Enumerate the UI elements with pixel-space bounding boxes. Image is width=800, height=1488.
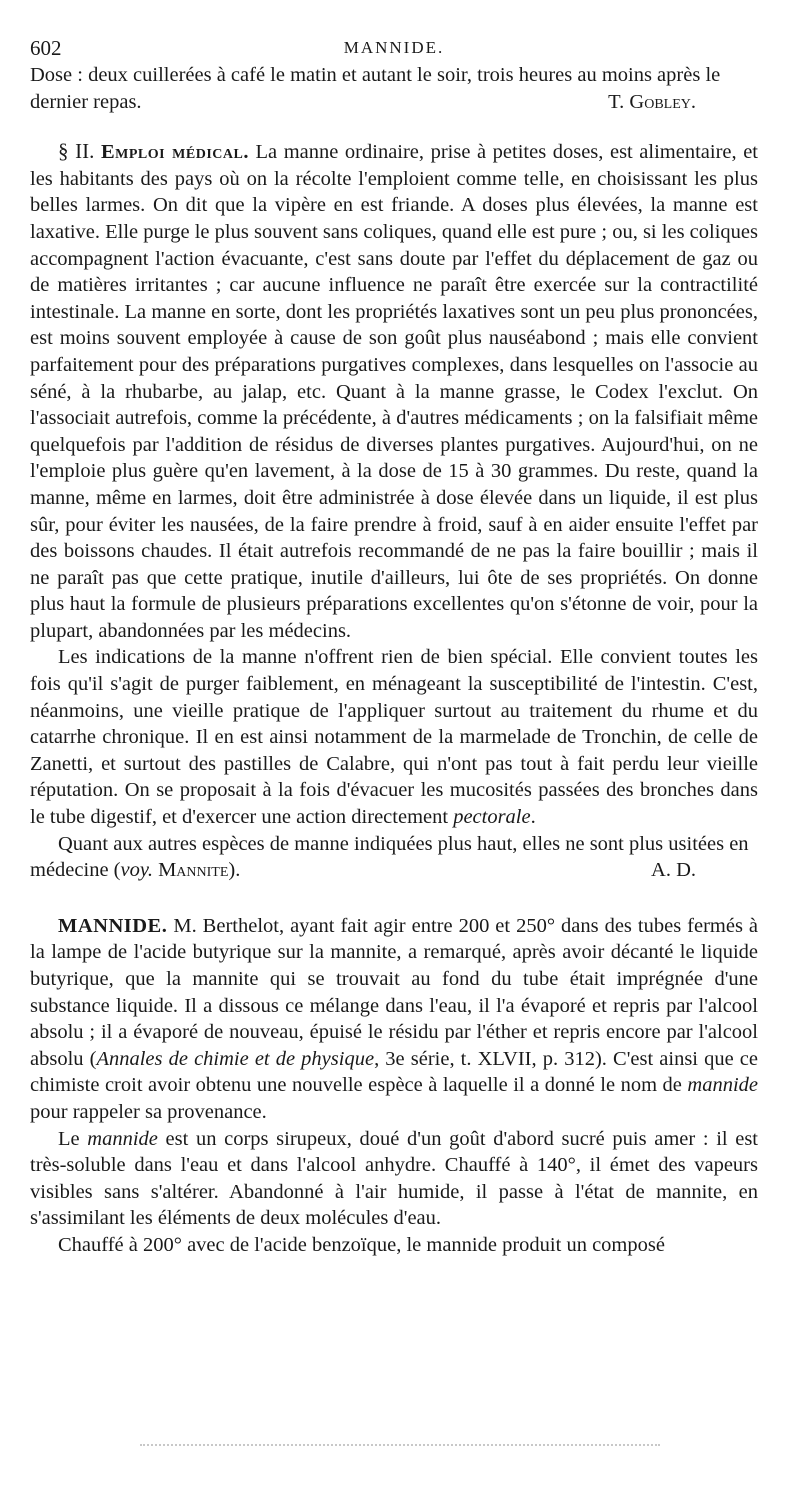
emploi-text-1: La manne ordinaire, prise à petites doses, est alimentaire, et les habitants des pays où on la récolte l'emploient comme telle, en choisissant les plus belles larmes. On dit que la vipère en est friande. A doses plus élevées, la manne est laxative. Elle purge le plus souvent sans coliques, quand elle est pure ; ou, si les coliques accompagnent l'action évacuante, c'est sans doute par l'effet du déplacement de gaz ou de matières irritantes ; car aucune influence ne paraît être exercée sur la contractilité intestinale. La manne en sorte, dont les propriétés laxatives sont un peu plus prononcées, est moins souvent employée à cause de son goût plus nauséabond ; mais elle convient parfaitement pour des préparations purgatives complexes, dans lesquelles on l'associe au séné, à la rhubarbe, au jalap, etc. Quant à la manne grasse, le Codex l'exclut. On l'associait autrefois, comme la précédente, à d'autres médicaments ; on la falsifiait même quelquefois par l'addition de résidus de diverses plantes purgatives. Aujourd'hui, on ne l'emploie plus guère qu'en lavement, à la dose de 15 à 30 grammes. Du reste, quand la manne, même en larmes, doit être administrée à dose élevée dans un liquide, il est plus sûr, pour éviter les nausées, de la faire prendre à froid, sauf à en aider ensuite l'effet par des boissons chaudes. Il était autrefois recommandé de ne pas la faire bouillir ; mais il ne paraît pas que cette pratique, inutile d'ailleurs, lui ôte de ses propriétés. On donne plus haut la formule de plusieurs préparations excellentes qu'on s'étonne de voir, pour la plupart, abandonnées par les médecins. [30, 141, 758, 642]
emploi-paragraph-3 [30, 831, 758, 884]
dose-text: Dose : deux cuillerées à café le matin et autant le soir, trois heures au moins après le dernier repas. [30, 64, 721, 113]
emploi-paragraph-2: Les indications de la manne n'offrent rien de bien spécial. Elle convient toutes les fois qu'il s'agit de purger faiblement, en ménageant la susceptibilité de l'intestin. C'est, néanmoins, une vieille pratique de l'appliquer surtout au traitement du rhume et du catarrhe chronique. Il en est ainsi notamment de la marmelade de Tronchin, de celle de Zanetti, et surtout des pastilles de Calabre, qui n'ont pas tout à fait perdu leur vieille réputation. On se proposait à la fois d'évacuer les mucosités passées des bronches dans le tube digestif, et d'exercer une action directement pectorale. [30, 646, 758, 829]
mannide-term-2: mannide [87, 1127, 158, 1150]
section-mark: § II. [58, 139, 95, 164]
emploi-text-2: Les indications de la manne n'offrent rien de bien spécial. Elle convient toutes les fois qu'il s'agit de purger faiblement, en ménageant la susceptibilité de l'intestin. C'est, néanmoins, une vieille pratique de l'appliquer surtout au traitement du rhume et du catarrhe chronique. Il en est ainsi notamment de la marmelade de Tronchin, de celle de Zanetti, et surtout des pastilles de Calabre, qui n'ont pas tout à fait perdu leur vieille réputation. On se proposait à la fois d'évacuer les mucosités passées des bronches dans le tube digestif, et d'exercer une action directement [30, 646, 758, 829]
emploi-text-2-italic: pectorale [453, 806, 531, 829]
mannide-paragraph-1: MANNIDE. M. Berthelot, ayant fait agir entre 200 et 250° dans des tubes fermés à la lampe de l'acide butyrique sur la mannite, a remarqué, après avoir décanté le liquide butyrique, que la mannite qui se trouvait au fond du tube était imprégnée d'une substance liquide. Il a dissous ce mélange dans l'eau, il l'a évaporé et repris par l'alcool absolu ; il a évaporé de nouveau, épuisé le résidu par l'éther et repris encore par l'alcool absolu (Annales de chimie et de physique, 3e série, t. XLVII, p. 312). C'est ainsi que ce chimiste croit avoir obtenu une nouvelle espèce à laquelle il a donné le nom de mannide pour rappeler sa provenance. [30, 914, 759, 1123]
mannide-term: mannide [687, 1074, 758, 1097]
mannide-heading: MANNIDE. [58, 914, 168, 937]
dose-signature: T. Gobley. [608, 90, 696, 113]
running-title: MANNIDE. [343, 38, 445, 57]
mannide-paragraph-3: Chauffé à 200° avec de l'acide benzoïque, le mannide produit un composé [58, 1233, 665, 1256]
emploi-heading: Emploi médical. [100, 141, 249, 164]
emploi-paragraph-1 [30, 138, 758, 644]
citation: Annales de chimie et de physique [96, 1047, 375, 1070]
mannide-paragraph-2: Le mannide est un corps sirupeux, doué d'un goût d'abord sucré puis amer : il est très-soluble dans l'eau et dans l'alcool anhydre. Chauffé à 140°, il émet des vapeurs visibles sans s'altérer. Abandonné à l'air humide, il passe à l'état de mannite, en s'assimilant les éléments de deux molécules d'eau. [30, 1127, 759, 1230]
emploi-signature: A. D. [651, 859, 696, 882]
page [30, 36, 758, 1259]
emploi-text-3: Quant aux autres espèces de manne indiquées plus haut, elles ne sont plus usitées en médecine (voy. Mannite). [30, 832, 749, 882]
running-head [30, 36, 758, 62]
mannite-ref: Mannite [158, 859, 229, 882]
page-number: 602 [30, 36, 62, 60]
footer-dots [140, 1444, 660, 1446]
voy-ref: voy. [120, 859, 153, 882]
